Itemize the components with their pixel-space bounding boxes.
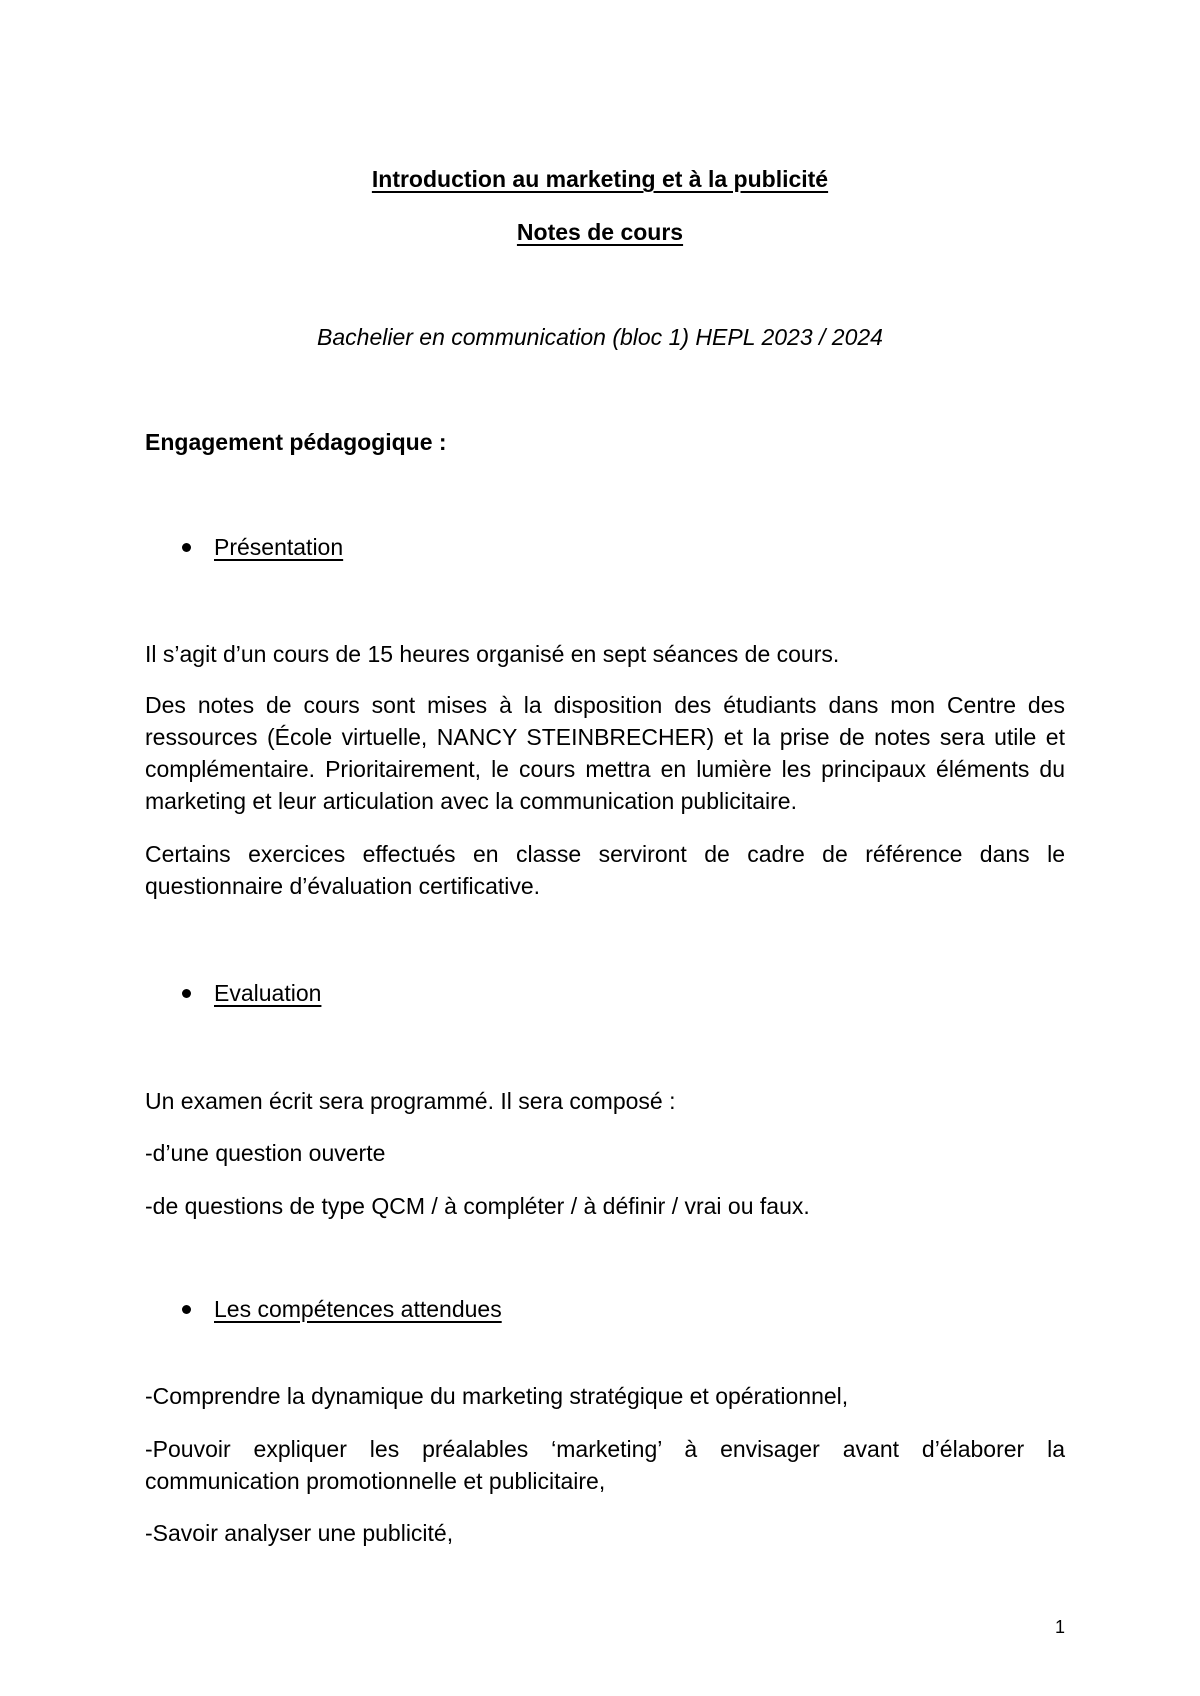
bullet-icon bbox=[182, 543, 191, 552]
evaluation-paragraph-1: Un examen écrit sera programmé. Il sera composé : bbox=[145, 1088, 676, 1114]
presentation-paragraph-2: Des notes de cours sont mises à la disposition des étudiants dans mon Centre des ressources (École virtuelle, NANCY STEINBRECHER) et la prise de notes sera utile et complémentaire. Prioritairement, le cours mettra en lumière les principaux éléments du marketing et leur articulation avec la communication publicitaire. bbox=[145, 692, 1065, 814]
evaluation-paragraph-2: -d’une question ouverte bbox=[145, 1140, 386, 1166]
bullet-icon bbox=[182, 989, 191, 998]
bullet-label-presentation: Présentation bbox=[214, 534, 344, 560]
evaluation-paragraph-3: -de questions de type QCM / à compléter / à définir / vrai ou faux. bbox=[145, 1193, 810, 1219]
document-title: Introduction au marketing et à la publicité bbox=[371, 166, 829, 192]
bullet-label-evaluation: Evaluation bbox=[214, 980, 322, 1006]
engagement-heading: Engagement pédagogique : bbox=[145, 429, 447, 455]
program-line: Bachelier en communication (bloc 1) HEPL 2023 / 2024 bbox=[317, 324, 883, 350]
presentation-paragraph-1: Il s’agit d’un cours de 15 heures organisé en sept séances de cours. bbox=[145, 641, 840, 667]
competences-paragraph-1: -Comprendre la dynamique du marketing stratégique et opérationnel, bbox=[145, 1383, 849, 1409]
document-subtitle: Notes de cours bbox=[516, 219, 684, 245]
competences-paragraph-2: -Pouvoir expliquer les préalables ‘marketing’ à envisager avant d’élaborer la communication promotionnelle et publicitaire, bbox=[145, 1436, 1065, 1494]
bullet-item-presentation bbox=[182, 534, 343, 561]
bullet-icon bbox=[182, 1305, 191, 1314]
bullet-item-evaluation bbox=[182, 980, 321, 1007]
page-number: 1 bbox=[1054, 1617, 1065, 1637]
competences-paragraph-3: -Savoir analyser une publicité, bbox=[145, 1520, 454, 1546]
bullet-item-competences bbox=[182, 1296, 502, 1323]
presentation-paragraph-3: Certains exercices effectués en classe serviront de cadre de référence dans le questionnaire d’évaluation certificative. bbox=[145, 841, 1065, 899]
bullet-label-competences: Les compétences attendues bbox=[214, 1296, 502, 1322]
